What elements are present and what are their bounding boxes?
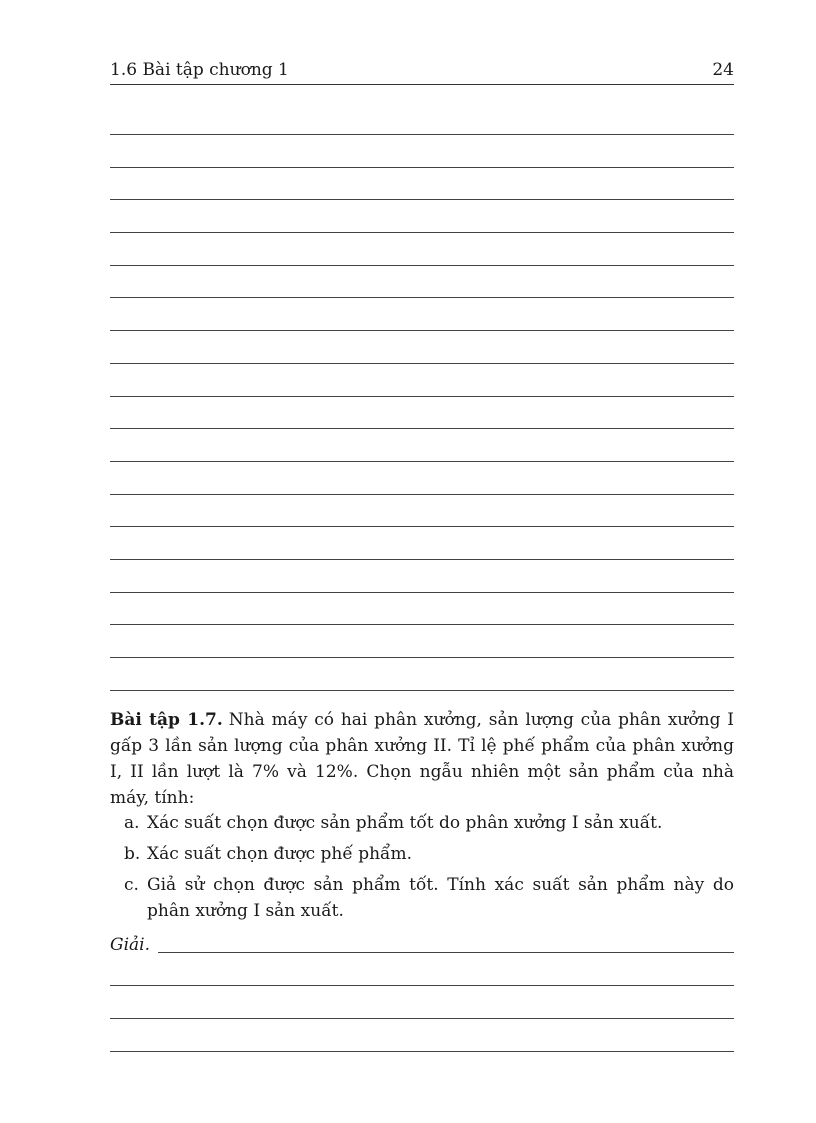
writing-line — [110, 559, 734, 560]
exercise-part — [110, 841, 734, 867]
writing-line — [110, 134, 734, 135]
writing-line — [110, 265, 734, 266]
solution-heading — [110, 935, 734, 957]
section-title: 1.6 Bài tập chương 1 — [110, 60, 289, 80]
writing-line — [110, 167, 734, 168]
writing-line — [110, 330, 734, 331]
exercise-parts — [110, 810, 734, 929]
exercise-part — [110, 810, 734, 836]
writing-line — [110, 297, 734, 298]
writing-line — [110, 1018, 734, 1019]
part-text: Giả sử chọn được sản phẩm tốt. Tính xác suất sản phẩm này do phân xưởng I sản xuất. — [147, 875, 734, 921]
writing-line — [110, 461, 734, 462]
writing-line — [110, 363, 734, 364]
exercise-label: Bài tập 1.7. — [110, 710, 223, 730]
writing-line — [110, 985, 734, 986]
writing-line — [110, 592, 734, 593]
exercise-statement — [110, 707, 734, 811]
exercise-text: Nhà máy có hai phân xưởng, sản lượng của phân xưởng I gấp 3 lần sản lượng của phân xưởng II. Tỉ lệ phế phẩm của phân xưởng I, II lần lượt là 7% và 12%. Chọn ngẫu nhiên một sản phẩm của nhà máy, tính: — [110, 710, 734, 808]
writing-line — [110, 494, 734, 495]
part-marker: b. — [124, 844, 141, 864]
page-header — [110, 60, 734, 85]
blank-writing-lines — [110, 134, 734, 722]
writing-line — [110, 428, 734, 429]
writing-line — [110, 690, 734, 691]
writing-line — [110, 657, 734, 658]
solution-label: Giải. — [110, 935, 150, 955]
writing-line — [110, 624, 734, 625]
answer-writing-lines — [110, 985, 734, 1084]
writing-line — [110, 396, 734, 397]
exercise-part — [110, 872, 734, 924]
writing-line — [110, 199, 734, 200]
part-marker: c. — [124, 875, 139, 895]
part-marker: a. — [124, 813, 140, 833]
writing-line — [110, 526, 734, 527]
part-text: Xác suất chọn được sản phẩm tốt do phân xưởng I sản xuất. — [147, 813, 663, 833]
writing-line — [110, 232, 734, 233]
part-text: Xác suất chọn được phế phẩm. — [147, 844, 413, 864]
page-number: 24 — [712, 60, 734, 80]
writing-line — [158, 952, 734, 953]
writing-line — [110, 1051, 734, 1052]
